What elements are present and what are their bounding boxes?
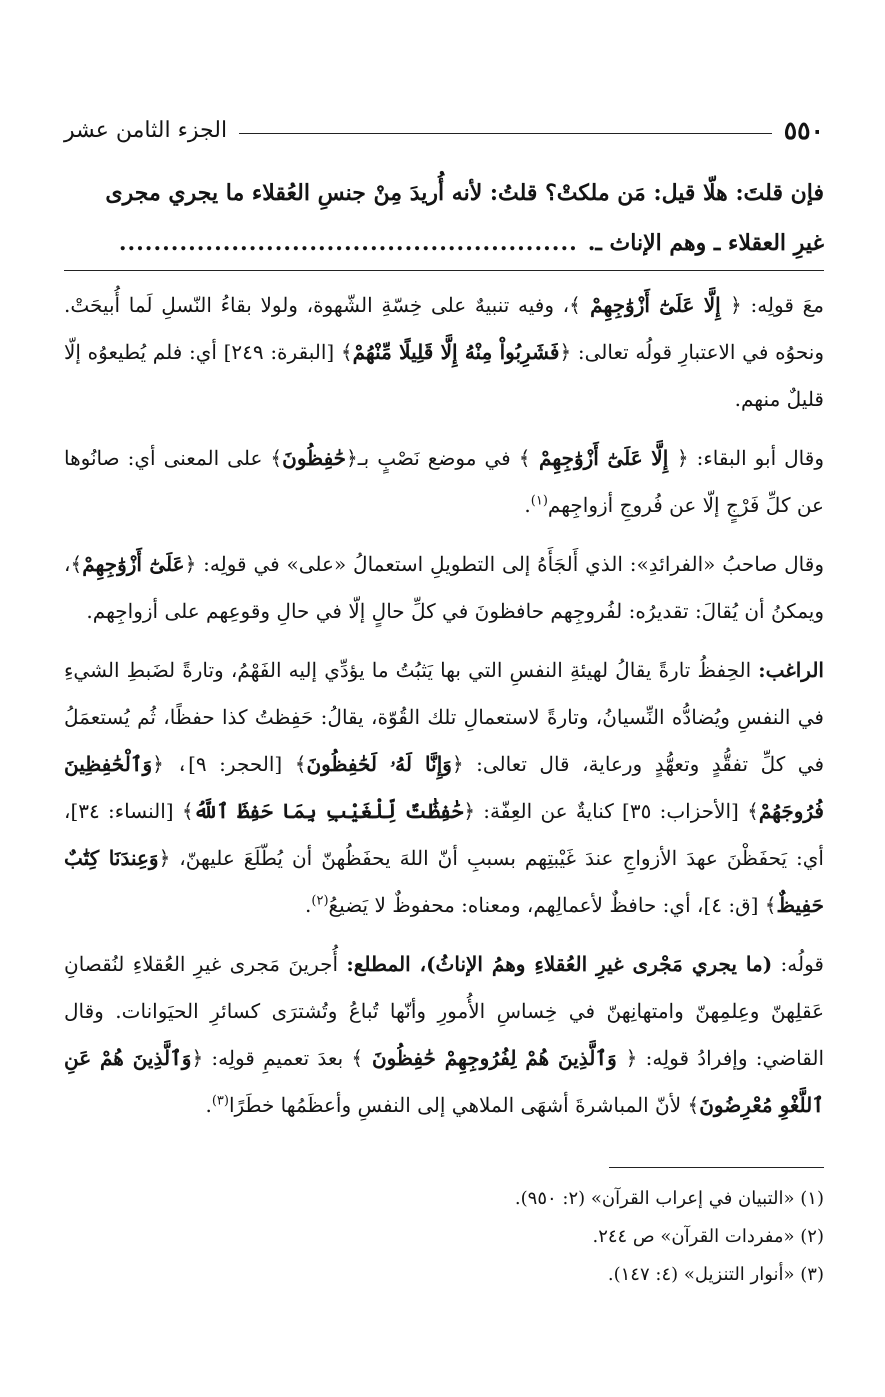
paragraph-text: [النساء: ٣٤]، أي: يَحفَظْنَ عهدَ الأزواجِ عندَ غَيْبتِهم بسببِ أنّ اللهَ يحفَظُهنّ أن يُطّلَعَ عليهنّ، [64, 799, 824, 870]
base-text-line-1: فإن قلتَ: هلّا قيل: مَن ملكتْ؟ قلتُ: لأنه أُريدَ مِنْ جنسِ العُقلاء ما يجري مجرى [105, 180, 824, 206]
commentary-paragraph [64, 435, 824, 529]
quran-verse: وَإِنَّا لَهُۥ لَحَٰفِظُونَ [306, 752, 452, 776]
ornate-bracket: ﴾ [764, 893, 777, 917]
footnotes [64, 1180, 824, 1294]
paragraph-text: [الأحزاب: ٣٥] كنايةٌ عن العِفّة: [475, 799, 748, 823]
footnote-reference: (٣) [211, 1093, 229, 1109]
ornate-bracket: ﴿ [676, 446, 689, 470]
footnote-reference: (٢) [311, 893, 329, 909]
base-text-line-2 [64, 218, 824, 268]
commentary [64, 282, 824, 1141]
page-number: ٥٥٠ [783, 115, 824, 145]
paragraph-text: [ق: ٤]، أي: حافظٌ لأعمالِهم، ومعناه: محفوظٌ لا يَضيعُ [328, 893, 765, 917]
quran-verse: إِلَّا عَلَىٰٓ أَزْوَٰجِهِمْ [530, 446, 677, 470]
ornate-bracket: ﴿ [184, 552, 197, 576]
paragraph-text: وقال أبو البقاء: [688, 446, 824, 470]
quran-verse: وَٱلْحَٰفِظِينَ فُرُوجَهُمْ [64, 752, 824, 823]
ornate-bracket: ﴾ [351, 1046, 364, 1070]
ornate-bracket: ﴿ [451, 752, 464, 776]
ornate-bracket: ﴾ [294, 752, 307, 776]
commentary-paragraph [64, 647, 824, 929]
paragraph-lead: الراغب: [758, 658, 824, 682]
footnote-item: (١) «التبيان في إعراب القرآن» (٢: ٩٥٠). [514, 1188, 824, 1209]
paragraph-text: [البقرة: ٢٤٩] أي: فلم يُطيعوُه إلّا قليلٌ منهم. [64, 340, 824, 411]
paragraph-text: . [524, 493, 531, 517]
paragraph-text: قولُه: [772, 952, 824, 976]
paragraph-text: على المعنى أي: صانُوها عن كلِّ فَرْجٍ إلّا عن فُروجِ أزواجِهم [64, 446, 824, 517]
paragraph-text: ، وفيه تنبيهٌ على خِسّةِ الشّهوة، ولولا بقاءُ النّسلِ لَما أُبيحَتْ. ونحوُه في الاعتبارِ قولُه تعالى: [64, 293, 825, 364]
quran-verse: وَٱلَّذِينَ هُمْ لِفُرُوجِهِمْ حَٰفِظُونَ [363, 1046, 626, 1070]
quran-verse: إِلَّا عَلَىٰٓ أَزْوَٰجِهِمْ [580, 293, 731, 317]
ornate-bracket: ﴿ [152, 752, 164, 776]
ornate-bracket: ﴾ [569, 293, 581, 317]
base-text-line-2-text: غيرِ العقلاء ـ وهم الإناث ـ. [587, 230, 824, 256]
paragraph-text: معَ قولِه: [741, 293, 824, 317]
paragraph-text: . [305, 893, 312, 917]
paragraph-text: . [205, 1093, 212, 1117]
commentary-paragraph [64, 541, 824, 635]
ornate-bracket: ﴾ [340, 340, 353, 364]
ornate-bracket: ﴾ [518, 446, 531, 470]
ornate-bracket: ﴾ [181, 799, 194, 823]
running-head [64, 108, 824, 152]
paragraph-text: [الحجر: ٩]، [163, 752, 295, 776]
quran-verse: (ما يجري مَجْرى غيرِ العُقلاءِ وهمُ الإناثُ)، المطلع: [346, 952, 773, 976]
paragraph-text: في موضع نَصْبٍ بـ [357, 446, 519, 470]
ornate-bracket: ﴿ [158, 846, 171, 870]
ornate-bracket: ﴿ [730, 293, 742, 317]
base-text [64, 168, 824, 268]
ornate-bracket: ﴾ [70, 552, 83, 576]
paragraph-text: الحِفظُ تارةً يقالُ لهيئةِ النفسِ التي بها يَثبُتُ ما يؤدِّي إليه الفَهْمُ، وتارةً لضَبطِ الشيءِ في النفسِ ويُضادُّه النِّسيانُ، وتارةً لاستعمالِ تلك القُوّة، يقالُ: حَفِظتُ كذا حفظًا، ثُم يُستعمَلُ في كلِّ تفقُّدٍ وتعهُّدٍ ورعاية، قال تعالى: [64, 658, 825, 776]
footnote-separator [609, 1167, 824, 1168]
footnote-item: (٢) «مفردات القرآن» ص ٢٤٤. [592, 1226, 824, 1247]
ornate-bracket: ﴾ [687, 1093, 700, 1117]
ornate-bracket: ﴿ [625, 1046, 638, 1070]
footnote-item: (٣) «أنوار التنزيل» (٤: ١٤٧). [607, 1264, 824, 1285]
quran-verse: وَٱلَّذِينَ هُمْ عَنِ ٱللَّغْوِ مُعْرِضُونَ [64, 1046, 824, 1117]
text-commentary-separator [64, 270, 824, 271]
paragraph-text: وقال صاحبُ «الفرائدِ»: الذي أَلجَأَهُ إلى التطويلِ استعمالُ «على» في قولِه: [196, 552, 824, 576]
paragraph-text: لأنّ المباشرةَ أشهَى الملاهي إلى النفسِ وأعظَمُها خطَرًا [228, 1093, 688, 1117]
ornate-bracket: ﴿ [191, 1046, 204, 1070]
quran-verse: حَٰفِظُونَ [282, 446, 347, 470]
running-head-title: الجزء الثامن عشر [64, 117, 228, 143]
quran-verse: وَعِندَنَا كِتَٰبٌ حَفِيظٌ [64, 846, 824, 917]
quran-verse: عَلَىٰٓ أَزْوَٰجِهِمْ [82, 552, 185, 576]
quran-verse: فَشَرِبُواْ مِنْهُ إِلَّا قَلِيلًا مِّنْهُمْ [352, 340, 560, 364]
base-text-dot-leader: ..................................................... [118, 230, 578, 256]
footnote-reference: (١) [530, 493, 548, 509]
ornate-bracket: ﴾ [747, 799, 759, 823]
quran-verse: حَٰفِظَٰتٌ لِّلْغَيْبِ بِمَا حَفِظَ ٱللَّهُ [193, 799, 464, 823]
ornate-bracket: ﴾ [270, 446, 283, 470]
paragraph-text: أُجرينَ مَجرى غيرِ العُقلاءِ لنُقصانِ عَقلِهنّ وعِلمِهنّ وامتهانِهنّ في خِساسِ الأُمورِ وأنّها تُباعُ وتُشترَى كسائرِ الحيَوانات. وقال القاضي: وإفرادُ قولِه: [64, 952, 825, 1070]
commentary-paragraph [64, 282, 824, 423]
paragraph-text: بعدَ تعميمِ قولِه: [203, 1046, 352, 1070]
paragraph-text: ، ويمكنُ أن يُقالَ: تقديرُه: لفُروجِهم حافظونَ في كلِّ حالٍ إلّا في حالِ وقوعِهم على أزواجِهم. [64, 552, 824, 623]
ornate-bracket: ﴿ [463, 799, 476, 823]
commentary-paragraph [64, 941, 824, 1129]
ornate-bracket: ﴿ [346, 446, 358, 470]
running-head-rule [239, 133, 772, 134]
ornate-bracket: ﴿ [559, 340, 572, 364]
